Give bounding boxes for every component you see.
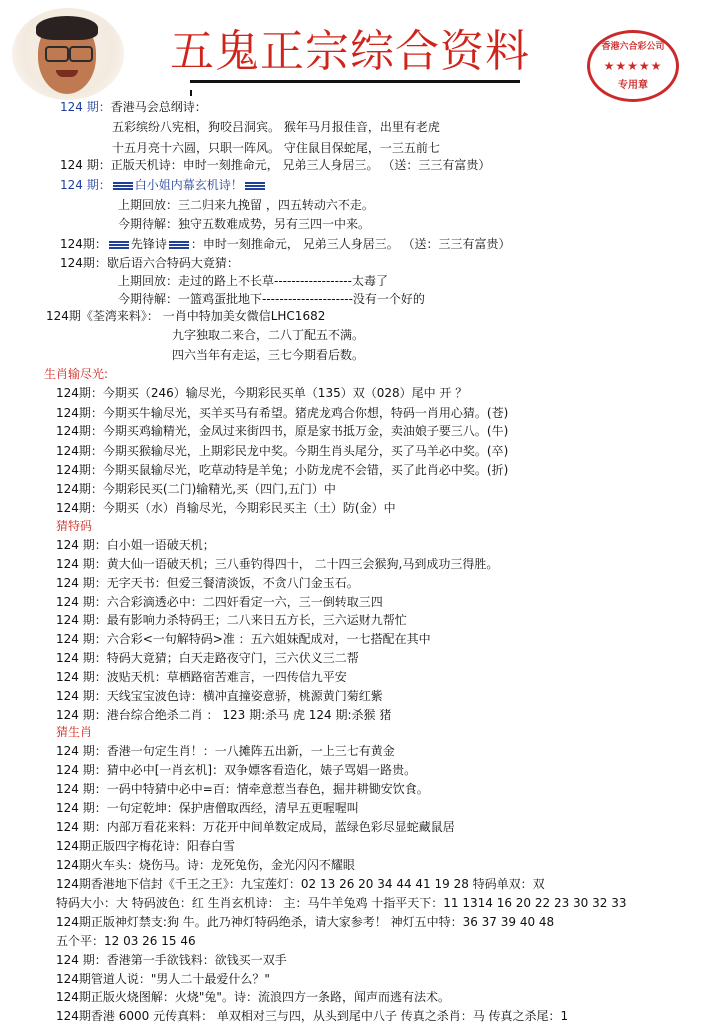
text-line: [56, 500, 396, 516]
text-line: [56, 838, 235, 854]
text-line: [112, 140, 440, 156]
text-line: [60, 236, 511, 252]
issue-label: 124期：: [60, 237, 107, 251]
text-line: [56, 952, 287, 968]
issue-label: 124 期：: [56, 595, 107, 609]
issue-label: 124 期：: [60, 178, 111, 192]
text-line: [56, 594, 383, 610]
section-heading: [56, 724, 92, 740]
line-text: 上期回放：走过的路上不长草------------------太毒了: [118, 274, 388, 288]
line-text: 今期买（246）输尽光，今期彩民买单（135）双（028）尾中 开 ？: [102, 386, 468, 400]
issue-label: 124期香港地下信封《千王之王》：: [56, 877, 241, 891]
line-text: 黄大仙一语破天机；三八垂钓得四十， 二十四三会猴狗,马到成功三得胜。: [106, 557, 499, 571]
avatar-hair: [36, 16, 98, 40]
line-text: 阳春白雪: [186, 839, 235, 853]
text-line: [56, 914, 554, 930]
issue-label: 124 期：: [60, 158, 111, 172]
text-line: [56, 443, 508, 459]
issue-label: 124期正版神灯禁支:: [56, 915, 167, 929]
avatar-mouth: [56, 70, 78, 77]
line-text: 歇后语六合特码大竟猜：: [106, 256, 239, 270]
line-text: 波贴天机：草栖路宿苦难言，一四传信九平安: [106, 670, 347, 684]
line-text: 烧伤马。诗：龙死兔伤，金光闪闪不耀眼: [138, 858, 355, 872]
text-line: [56, 385, 467, 401]
text-line: [56, 781, 429, 797]
line-text: 狗 牛。此乃神灯特码绝杀，请大家参考！ 神灯五中特：36 37 39 40 48: [166, 915, 555, 929]
issue-label: 124期：: [56, 386, 103, 400]
issue-label: 124期正版四字梅花诗：: [56, 839, 187, 853]
text-line: [60, 99, 207, 115]
official-seal: [587, 30, 679, 102]
text-line: [56, 575, 359, 591]
text-line: [56, 462, 508, 478]
avatar-glasses-left: [45, 46, 69, 62]
issue-label: 124期：: [56, 424, 103, 438]
text-line: [56, 857, 355, 873]
line-text: 火烧"兔"。诗：流浪四方一条路，闻声而逃有法术。: [174, 990, 450, 1004]
triple-bar-icon: [113, 182, 133, 190]
issue-label: 124 期：: [56, 953, 107, 967]
line-text: 猜特码: [56, 519, 93, 533]
issue-label: 124 期：: [56, 708, 107, 722]
issue-label: 124期火车头：: [56, 858, 139, 872]
line-text: 香港第一手欲钱料：欲钱买一双手: [106, 953, 287, 967]
line-text: 无字天书：但爱三餐清淡饭，不贪八门金玉石。: [106, 576, 359, 590]
line-text: 四六当年有走运，三七今期看后数。: [172, 348, 365, 362]
issue-label: 124 期：: [56, 744, 107, 758]
issue-label: 124 期：: [56, 763, 107, 777]
line-text: 港台综合绝杀二肖 ： 123 期:杀马 虎 124 期:杀猴 猪: [106, 708, 392, 722]
text-line: [172, 347, 364, 363]
issue-label: 124 期：: [56, 538, 107, 552]
avatar-glasses-right: [69, 46, 93, 62]
issue-label: 124 期：: [56, 689, 107, 703]
issue-label: 124期管道人说：: [56, 972, 151, 986]
issue-label: 124期《荃湾来料》：: [46, 309, 159, 323]
text-line: [56, 650, 359, 666]
text-line: [56, 971, 270, 987]
text-line: [56, 688, 383, 704]
text-line: [56, 895, 626, 911]
issue-label: 124 期：: [56, 557, 107, 571]
issue-label: 124 期：: [56, 632, 107, 646]
text-line: [118, 216, 370, 232]
line-text: 今期买（水）肖输尽光，今期彩民买主（土）防(金）中: [102, 501, 396, 515]
title-underline: [190, 80, 520, 83]
line-text: 今期买牛输尽光，买羊买马有希望。猪虎龙鸡合你想，特码一肖用心猜。(苍): [102, 406, 509, 420]
issue-label: 124期：: [56, 463, 103, 477]
text-line: [56, 423, 508, 439]
issue-label: 124期：: [60, 256, 107, 270]
issue-label: 124期香港 6000 元传真料：: [56, 1009, 214, 1023]
triple-bar-icon: [245, 182, 265, 190]
text-line: [56, 631, 431, 647]
text-line: [56, 537, 215, 553]
text-line: [46, 308, 325, 324]
line-text: 今期待解：独守五数难成势，另有三四一中来。: [118, 217, 371, 231]
line-text: 六合彩<一句解特码>准 ：五六姐妹配成对，一七搭配在其中: [106, 632, 431, 646]
line-text: 单双相对三与四，从头到尾中八子 传真之杀肖：马 传真之杀尾：1: [213, 1009, 569, 1023]
line-text-continued: ：申时一刻推命元， 兄弟三人身居三。 （送：三三有富贵）: [190, 237, 511, 251]
line-text: 六合彩滴透必中：二四奸看定一六，三一倒转取三四: [106, 595, 383, 609]
line-text: 九字独取二来合，二八丁配五不满。: [172, 328, 365, 342]
line-text: 一肖中特加美女微信LHC1682: [158, 309, 326, 323]
line-text: 今期买鸡输精光，金凤过来街四书，原是家书抵万金，卖油娘子要三八。(牛): [102, 424, 509, 438]
line-text: 香港马会总纲诗：: [110, 100, 207, 114]
line-text: 特码大竟猜；白天走路夜守门，三六伏义三二帮: [106, 651, 359, 665]
line-text: 十五月亮十六圆，只职一阵风。 守住鼠目保蛇尾，一三五前七: [112, 141, 440, 155]
section-heading: [56, 518, 92, 534]
avatar: [12, 8, 124, 100]
text-line: [118, 273, 388, 289]
text-line: [118, 291, 425, 307]
text-line: [56, 819, 455, 835]
line-text: 猜生肖: [56, 725, 93, 739]
triple-bar-icon: [109, 241, 129, 249]
text-line: [56, 743, 395, 759]
line-text: 香港一句定生肖！：一八摊阵五出新，一上三七有黄金: [106, 744, 395, 758]
issue-label: 124 期：: [56, 801, 107, 815]
issue-label: 124 期：: [60, 100, 111, 114]
text-line: [56, 481, 336, 497]
text-line: [56, 762, 416, 778]
issue-label: 124 期：: [56, 782, 107, 796]
line-text: 正版天机诗：申时一刻推命元， 兄弟三人身居三。 （送：三三有富贵）: [110, 158, 491, 172]
text-line: [172, 327, 364, 343]
line-text: 今期待解：一篮鸡蛋批地下---------------------没有一个好的: [118, 292, 425, 306]
seal-top-text: 香港六合彩公司: [601, 42, 665, 52]
text-line: [56, 989, 450, 1005]
line-text: 上期回放：三二归来九挽留 ，四五转动六不走。: [118, 198, 374, 212]
text-line: [56, 1008, 568, 1024]
divider-mark: [190, 90, 192, 96]
triple-bar-icon: [169, 241, 189, 249]
line-text: "男人二十最爱什么？": [150, 972, 270, 986]
text-line: [56, 405, 508, 421]
issue-label: 124期：: [56, 482, 103, 496]
line-text: 特码大小：大 特码波色：红 生肖玄机诗： 主：马牛羊兔鸡 十指平天下：11 1314 16 20 22 23 30 32 33: [56, 896, 627, 910]
line-text: 五个平：12 03 26 15 46: [56, 934, 196, 948]
section-heading: [44, 366, 108, 382]
issue-label: 124 期：: [56, 613, 107, 627]
line-text: 五彩缤纷八宪相，狗咬吕洞宾。 猴年马月报佳音，出里有老虎: [112, 120, 440, 134]
line-text: 先锋诗: [130, 237, 167, 251]
text-line: [56, 800, 359, 816]
line-text: 今期买猴输尽光，上期彩民龙中奖。今期生肖头尾分，买了马羊必中奖。(卒): [102, 444, 509, 458]
line-text: 内部万看花来料：万花开中间单数定成局，蓝绿色彩尽显蛇藏鼠居: [106, 820, 455, 834]
issue-label: 124 期：: [56, 576, 107, 590]
text-line: [56, 669, 347, 685]
issue-label: 124期：: [56, 406, 103, 420]
issue-label: 124期：: [56, 444, 103, 458]
line-text: 最有影响力杀特码王；二八来日五方长，三六运财九帮忙: [106, 613, 407, 627]
line-text: 白小姐内幕玄机诗！: [134, 178, 243, 192]
line-text: 一句定乾坤：保护唐僧取西经，清早五更喔喔叫: [106, 801, 359, 815]
issue-label: 124期正版火烧图解：: [56, 990, 175, 1004]
text-line: [56, 933, 196, 949]
text-line: [60, 157, 490, 173]
line-text: 九宝莲灯：02 13 26 20 34 44 41 19 28 特码单双：双: [240, 877, 545, 891]
line-text: 猜中必中[一肖玄机]：双争嫖客看造化，婊子骂娼一路贵。: [106, 763, 417, 777]
line-text: 生肖输尽光:: [44, 367, 109, 381]
text-line: [56, 876, 545, 892]
line-text: 一码中特猜中必中=百：情牵意惹当春色，掘井耕锄安饮食。: [106, 782, 429, 796]
text-line: [112, 119, 440, 135]
line-text: 天线宝宝波色诗：横冲直撞姿意骄，桃源黄门菊红紫: [106, 689, 383, 703]
text-line: [56, 556, 498, 572]
issue-label: 124 期：: [56, 651, 107, 665]
line-text: 白小姐一语破天机；: [106, 538, 215, 552]
issue-label: 124 期：: [56, 670, 107, 684]
issue-label: 124期：: [56, 501, 103, 515]
line-text: 今期彩民买(二门)输精光,买（四门,五门）中: [102, 482, 336, 496]
line-text: 今期买鼠输尽光，吃草动特是羊兔；小防龙虎不会错，买了此肖必中奖。(折): [102, 463, 509, 477]
text-line: [60, 255, 239, 271]
page-title: 五鬼正宗综合资料: [170, 26, 530, 77]
seal-stars: ★★★★★: [603, 59, 663, 73]
seal-bottom-text: 专用章: [618, 80, 648, 91]
text-line: [118, 197, 374, 213]
issue-label: 124 期：: [56, 820, 107, 834]
text-line: [56, 707, 391, 723]
text-line: [60, 177, 267, 193]
text-line: [56, 612, 407, 628]
